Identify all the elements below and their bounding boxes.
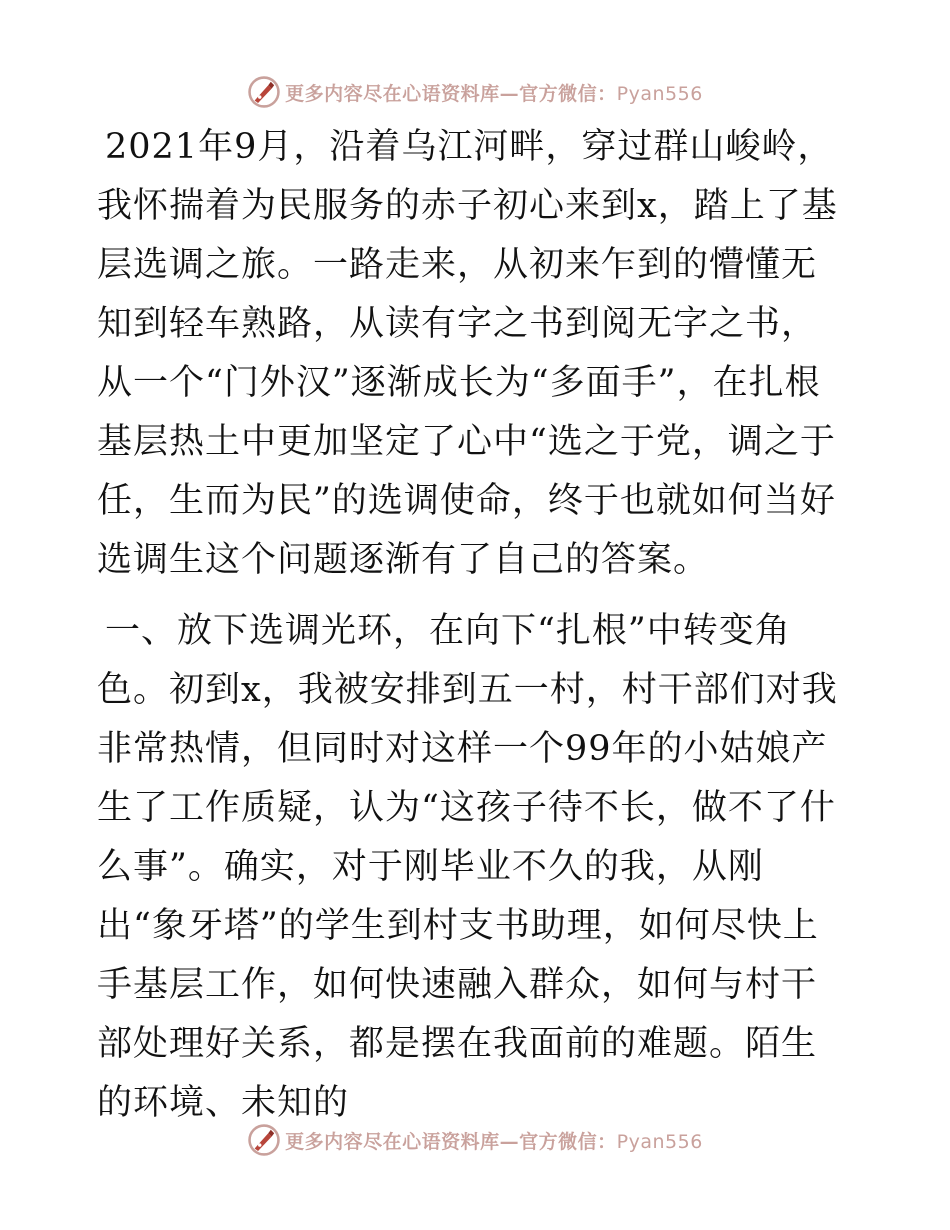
header-watermark [0, 72, 950, 112]
watermark-text [285, 1127, 703, 1154]
pen-logo-icon [247, 75, 281, 109]
watermark-site-text: 更多内容尽在心语资料库—官方微信： [285, 1130, 617, 1153]
pen-logo-icon [247, 1123, 281, 1157]
watermark-wechat-id: Pyan556 [616, 1130, 703, 1153]
footer-watermark [0, 1120, 950, 1160]
paragraph-section-one: 一、放下选调光环，在向下“扎根”中转变角色。初到x，我被安排到五一村，村干部们对我非常热情，但同时对这样一个99年的小姑娘产生了工作质疑，认为“这孩子待不长，做不了什么事”。确实，对于刚毕业不久的我，从刚出“象牙塔”的学生到村支书助理，如何尽快上手基层工作，如何快速融入群众，如何与村干部处理好关系，都是摆在我面前的难题。陌生的环境、未知的 [97, 611, 838, 1123]
paragraph-intro: 2021年9月，沿着乌江河畔，穿过群山峻岭，我怀揣着为民服务的赤子初心来到x，踏上了基层选调之旅。一路走来，从初来乍到的懵懂无知到轻车熟路，从读有字之书到阅无字之书，从一个“门外汉”逐渐成长为“多面手”，在扎根基层热土中更加坚定了心中“选之于党，调之于任，生而为民”的选调使命，终于也就如何当好选调生这个问题逐渐有了自己的答案。 [97, 127, 838, 580]
watermark-wechat-id: Pyan556 [616, 82, 703, 105]
document-body [97, 118, 852, 1133]
watermark-text [285, 79, 703, 106]
watermark-site-text: 更多内容尽在心语资料库—官方微信： [285, 82, 617, 105]
